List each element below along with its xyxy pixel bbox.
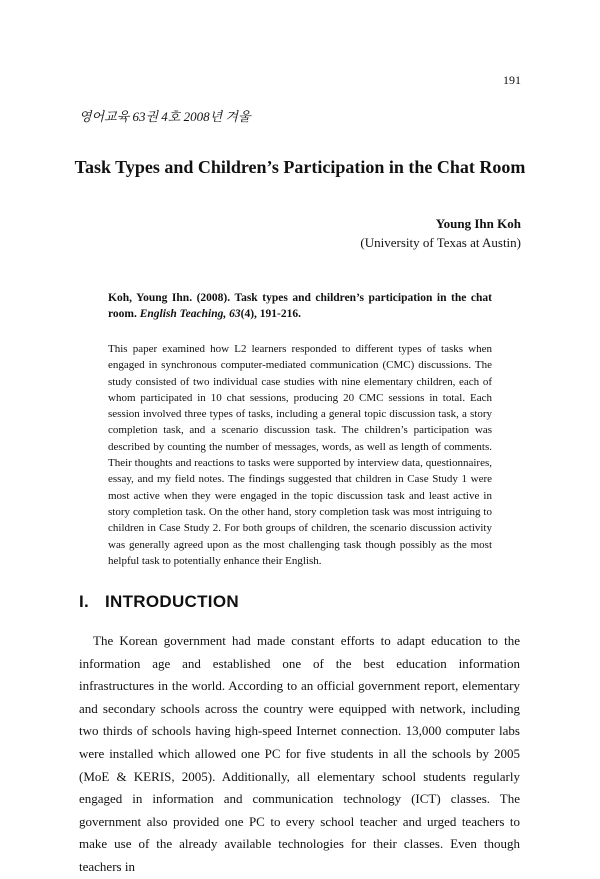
journal-header: 영어교육 63권 4호 2008년 겨울 [79, 109, 251, 124]
abstract: This paper examined how L2 learners responded to different types of tasks when engaged in synchronous computer-mediated communication (CMC) discussions. The study consisted of two individual case studies with nine elementary children, each of whom participated in 10 chat sessions, producing 20 CMC sessions in total. Each session involved three types of tasks, including a general topic discussion task, a story completion task, and a scenario discussion task. The children’s participation was described by counting the number of messages, words, as well as length of comments. Their thoughts and reactions to tasks were supported by interview data, questionnaires, essay, and my field notes. The findings suggested that children in Case Study 1 were most active when they were engaged in the topic discussion task and least active in story completion task. On the other hand, story completion task was most intriguing to children in Case Study 2. For both groups of children, the scenario discussion activity was generally agreed upon as the most challenging task though possibly as the most helpful task to potentially enhance their English. [108, 343, 492, 567]
page-number: 191 [503, 73, 521, 87]
section-heading [79, 592, 239, 612]
citation-suffix: (4), 191-216. [240, 308, 301, 320]
section-title: INTRODUCTION [105, 592, 239, 611]
citation-prefix: Koh, Young Ihn. (2008). Task types and children’s participation in the chat room. [108, 292, 492, 320]
author-affiliation: (University of Texas at Austin) [360, 235, 521, 250]
citation-journal: English Teaching, 63 [139, 308, 241, 320]
paper-title: Task Types and Children’s Participation in the Chat Room [74, 157, 526, 177]
section-number: I. [79, 592, 90, 611]
author-name: Young Ihn Koh [435, 216, 521, 231]
citation [108, 290, 492, 322]
intro-paragraph: The Korean government had made constant efforts to adapt education to the information age and established one of the best education information infrastructures in the world. According to an official government report, elementary and secondary schools across the country were equipped with network, including two thirds of schools having high-speed Internet connection. 13,000 computer labs were installed which allowed one PC for five students in all the schools by 2005 (MoE & KERIS, 2005). Additionally, all elementary school students regularly engaged in information and communication technology (ICT) classes. The government also provided one PC to every school teacher and urged teachers to make use of the already available technologies for their classes. Even though teachers in [79, 633, 520, 874]
